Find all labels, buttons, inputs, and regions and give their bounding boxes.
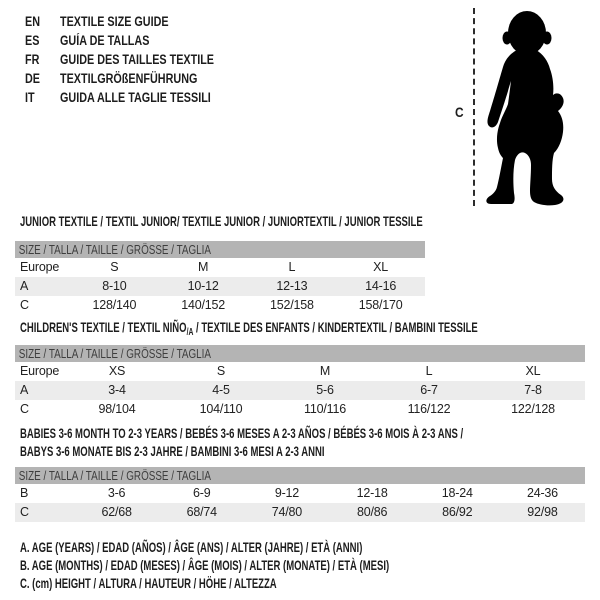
- table-cell: 140/152: [181, 298, 226, 312]
- table-cell: M: [319, 364, 331, 378]
- table-cell: 4-5: [212, 383, 230, 397]
- language-row-en: [25, 12, 253, 31]
- table-header-band: [15, 345, 585, 362]
- children-title-part: CHILDREN'S TEXTILE / TEXTIL NIÑO: [20, 319, 187, 335]
- footnote-b-text: B. AGE (MONTHS) / EDAD (MESES) / ÂGE (MOIS) / ALTER (MONATE) / ETÀ (MESI): [20, 557, 390, 573]
- table-cell: 6-9: [193, 486, 211, 500]
- table-row: [15, 296, 425, 315]
- language-code: [25, 88, 60, 107]
- row-label: Europe: [20, 364, 60, 378]
- table-cell: 9-12: [274, 486, 300, 500]
- language-row-it: [25, 88, 253, 107]
- row-label: C: [20, 298, 29, 312]
- table-header-band: [15, 241, 425, 258]
- language-label: [60, 50, 253, 69]
- row-label: C: [20, 505, 29, 519]
- table-cell: XL: [373, 260, 389, 274]
- table-cell: 152/158: [269, 298, 314, 312]
- language-label: [60, 88, 249, 107]
- table-row: [15, 484, 585, 503]
- language-row-de: [25, 69, 253, 88]
- table-cell: 98/104: [98, 402, 136, 416]
- children-table-title-text: [20, 319, 478, 338]
- row-label: Europe: [20, 260, 60, 274]
- junior-table-title-text: JUNIOR TEXTILE / TEXTIL JUNIOR/ TEXTILE JUNIOR / JUNIORTEXTIL / JUNIOR TESSILE: [20, 213, 423, 229]
- table-cell: XL: [525, 364, 541, 378]
- babies-title-line-1: BABIES 3-6 MONTH TO 2-3 YEARS / BEBÉS 3-6 MESES A 2-3 AÑOS / BÉBÉS 3-6 MOIS À 2-3 ANS /: [20, 425, 464, 441]
- table-row: [15, 258, 425, 277]
- footnote-c-text: C. (cm) HEIGHT / ALTURA / HAUTEUR / HÖHE / ALTEZZA: [20, 575, 277, 591]
- language-label: [60, 69, 232, 88]
- table-row: [15, 362, 585, 381]
- junior-table-title: [20, 213, 600, 229]
- height-dashed-line: [473, 8, 475, 206]
- language-label-text: GUIDE DES TAILLES TEXTILE: [60, 52, 215, 67]
- table-cell: 116/122: [407, 402, 451, 416]
- table-cell: 104/110: [199, 402, 243, 416]
- language-label-text: GUIDA ALLE TAGLIE TESSILI: [60, 90, 211, 105]
- height-measure-label: [455, 104, 465, 120]
- row-label: C: [20, 402, 29, 416]
- language-row-es: [25, 31, 253, 50]
- language-label: [60, 31, 172, 50]
- table-cell: S: [216, 364, 226, 378]
- table-cell: S: [110, 260, 119, 274]
- row-label: A: [20, 279, 29, 293]
- table-cell: 14-16: [365, 279, 397, 293]
- language-list: [25, 12, 253, 107]
- table-row: [15, 503, 585, 522]
- babies-title-line-2: BABYS 3-6 MONATE BIS 2-3 JAHRE / BAMBINI 3-6 MESI A 2-3 ANNI: [20, 443, 325, 459]
- language-code-text: IT: [25, 90, 35, 105]
- table-cell: L: [288, 260, 296, 274]
- footnotes: [20, 538, 563, 592]
- table-cell: 3-6: [107, 486, 126, 500]
- table-cell: 12-18: [356, 486, 388, 500]
- table-cell: 128/140: [92, 298, 137, 312]
- table-cell: 68/74: [186, 505, 217, 519]
- language-code: [25, 50, 60, 69]
- toddler-silhouette-icon: [482, 8, 570, 208]
- table-cell: 62/68: [101, 505, 132, 519]
- table-cell: 86/92: [442, 505, 473, 519]
- table-cell: 6-7: [420, 383, 438, 397]
- table-cell: 5-6: [316, 383, 334, 397]
- children-title-subscript: /A: [186, 327, 194, 338]
- language-code: [25, 69, 60, 88]
- table-cell: 12-13: [276, 279, 308, 293]
- language-label-text: TEXTILE SIZE GUIDE: [60, 14, 169, 29]
- table-cell: L: [425, 364, 433, 378]
- language-label-text: TEXTILGRÖßENFÜHRUNG: [60, 71, 198, 86]
- table-cell: 74/80: [271, 505, 303, 519]
- footnote-b: [20, 556, 563, 574]
- children-table-title: [20, 319, 600, 338]
- table-cell: 110/116: [304, 402, 346, 416]
- table-row: [15, 277, 425, 296]
- table-header-band: [15, 467, 585, 484]
- table-cell: 24-36: [526, 486, 558, 500]
- language-code-text: DE: [25, 71, 41, 86]
- language-code-text: EN: [25, 14, 41, 29]
- table-row: [15, 381, 585, 400]
- language-code-text: ES: [25, 33, 40, 48]
- language-code: [25, 31, 60, 50]
- junior-size-table: [15, 241, 425, 315]
- language-code: [25, 12, 60, 31]
- table-cell: 7-8: [524, 383, 542, 397]
- table-cell: 8-10: [102, 279, 127, 293]
- babies-size-table: [15, 467, 585, 522]
- row-label: A: [20, 383, 29, 397]
- table-cell: 80/86: [356, 505, 388, 519]
- language-label: [60, 12, 196, 31]
- language-code-text: FR: [25, 52, 40, 67]
- children-title-part: / TEXTILE DES ENFANTS / KINDERTEXTIL / BAMBINI TESSILE: [193, 319, 478, 335]
- table-row: [15, 400, 585, 419]
- table-cell: XS: [108, 364, 126, 378]
- table-header-band-text: SIZE / TALLA / TAILLE / GRÖSSE / TAGLIA: [18, 468, 211, 483]
- language-label-text: GUÍA DE TALLAS: [60, 33, 150, 48]
- footnote-a: [20, 538, 563, 556]
- row-label: B: [20, 486, 29, 500]
- table-cell: 92/98: [527, 505, 558, 519]
- table-cell: 158/170: [358, 298, 403, 312]
- table-cell: 10-12: [187, 279, 219, 293]
- children-size-table: [15, 345, 585, 419]
- footnote-a-text: A. AGE (YEARS) / EDAD (AÑOS) / ÂGE (ANS) / ALTER (JAHRE) / ETÀ (ANNI): [20, 539, 363, 555]
- table-cell: M: [198, 260, 209, 274]
- babies-table-title: [20, 425, 600, 459]
- table-cell: 18-24: [441, 486, 473, 500]
- language-row-fr: [25, 50, 253, 69]
- height-measure-label-text: C: [455, 104, 464, 120]
- table-header-band-text: SIZE / TALLA / TAILLE / GRÖSSE / TAGLIA: [18, 242, 211, 257]
- footnote-c: [20, 574, 563, 592]
- table-cell: 122/128: [511, 402, 555, 416]
- table-cell: 3-4: [108, 383, 126, 397]
- table-header-band-text: SIZE / TALLA / TAILLE / GRÖSSE / TAGLIA: [18, 346, 211, 361]
